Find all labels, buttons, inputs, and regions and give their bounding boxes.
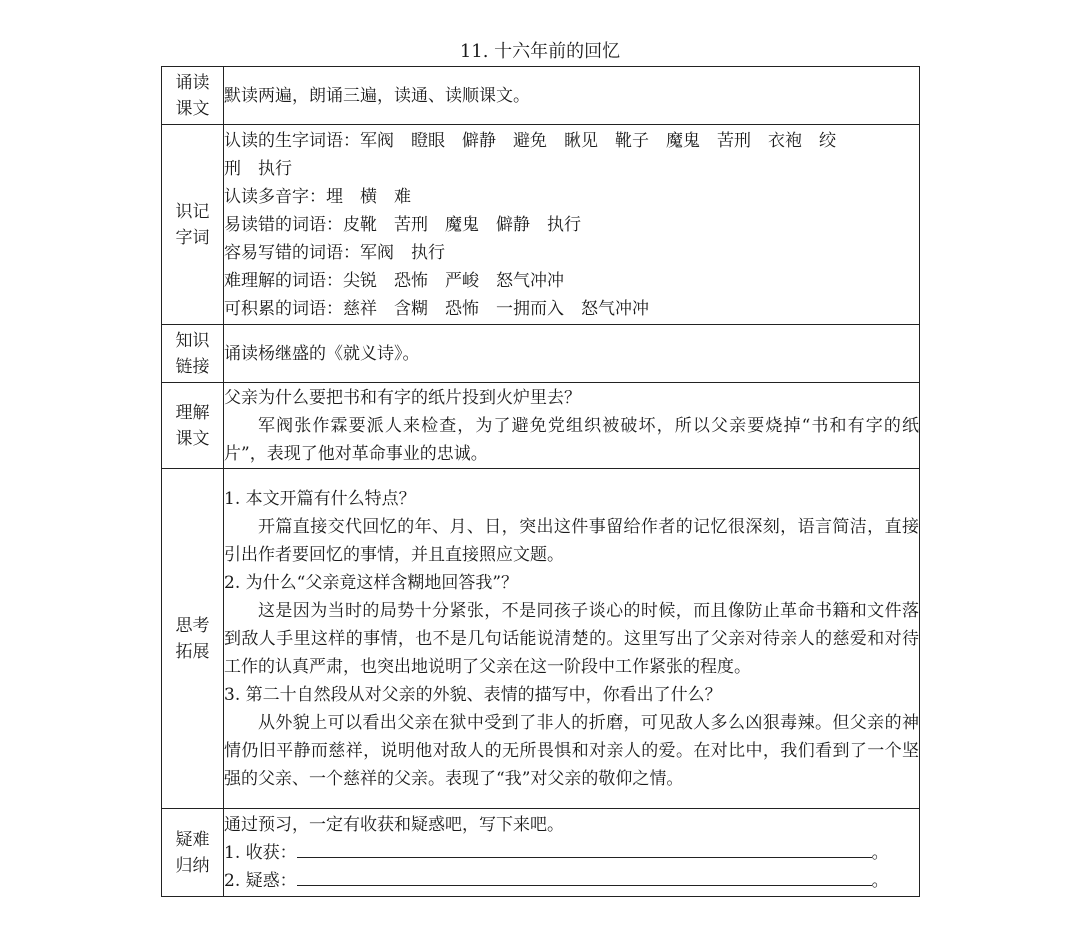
row-label bbox=[162, 325, 224, 383]
row-content bbox=[224, 125, 920, 325]
gains-label: 1. 收获： bbox=[224, 842, 297, 863]
label-line: 疑难 bbox=[175, 829, 210, 850]
content-line: 诵读杨继盛的《就义诗》。 bbox=[224, 343, 420, 364]
row-understanding bbox=[162, 383, 920, 469]
label-line: 思考 bbox=[175, 615, 210, 636]
answer-text: 这是因为当时的局势十分紧张，不是同孩子谈心的时候，而且像防止革命书籍和文件落到敌人手里这样的事情，也不是几句话能说清楚的。这里写出了父亲对待亲人的慈爱和对待工作的认真严肃，也突出地说明了父亲在这一阶段中工作紧张的程度。 bbox=[224, 600, 919, 677]
label-line: 诵读 bbox=[175, 72, 210, 93]
preview-worksheet-table bbox=[161, 66, 920, 897]
content-line: 刑 执行 bbox=[224, 158, 292, 179]
label-line: 归纳 bbox=[175, 855, 210, 876]
doubts-label: 2. 疑惑： bbox=[224, 870, 297, 891]
question-text: 1. 本文开篇有什么特点？ bbox=[224, 488, 416, 509]
row-label bbox=[162, 469, 224, 809]
row-label bbox=[162, 125, 224, 325]
row-label bbox=[162, 67, 224, 125]
row-content bbox=[224, 383, 920, 469]
row-knowledge-link bbox=[162, 325, 920, 383]
label-line: 知识 bbox=[175, 330, 210, 351]
content-line: 可积累的词语：慈祥 含糊 恐怖 一拥而入 怒气冲冲 bbox=[224, 298, 649, 319]
question-text: 3. 第二十自然段从对父亲的外貌、表情的描写中，你看出了什么？ bbox=[224, 684, 722, 705]
row-thinking-extension bbox=[162, 469, 920, 809]
row-content bbox=[224, 809, 920, 897]
row-vocabulary bbox=[162, 125, 920, 325]
answer-text: 开篇直接交代回忆的年、月、日，突出这件事留给作者的记忆很深刻，语言简洁，直接引出作者要回忆的事情，并且直接照应文题。 bbox=[224, 516, 919, 565]
content-line: 容易写错的词语：军阀 执行 bbox=[224, 242, 445, 263]
doubts-fill-line bbox=[224, 867, 919, 895]
row-label bbox=[162, 383, 224, 469]
question-text: 父亲为什么要把书和有字的纸片投到火炉里去？ bbox=[224, 387, 581, 408]
content-line: 易读错的词语：皮靴 苦刑 魔鬼 僻静 执行 bbox=[224, 214, 581, 235]
answer-text: 从外貌上可以看出父亲在狱中受到了非人的折磨，可见敌人多么凶狠毒辣。但父亲的神情仍旧平静而慈祥，说明他对敌人的无所畏惧和对亲人的爱。在对比中，我们看到了一个坚强的父亲、一个慈祥的父亲。表现了“我”对父亲的敬仰之情。 bbox=[224, 712, 919, 789]
row-content bbox=[224, 325, 920, 383]
content-line: 默读两遍，朗诵三遍，读通、读顺课文。 bbox=[224, 85, 530, 106]
label-line: 课文 bbox=[175, 98, 210, 119]
content-line: 难理解的词语：尖锐 恐怖 严峻 怒气冲冲 bbox=[224, 270, 564, 291]
row-questions-summary bbox=[162, 809, 920, 897]
end-mark: 。 bbox=[871, 870, 889, 891]
end-mark: 。 bbox=[871, 842, 889, 863]
question-text: 2. 为什么“父亲竟这样含糊地回答我”？ bbox=[224, 572, 519, 593]
row-recite bbox=[162, 67, 920, 125]
doubts-blank[interactable] bbox=[297, 867, 872, 886]
instruction-text: 通过预习，一定有收获和疑惑吧，写下来吧。 bbox=[224, 814, 564, 835]
label-line: 课文 bbox=[175, 428, 210, 449]
gains-blank[interactable] bbox=[297, 839, 872, 858]
label-line: 拓展 bbox=[175, 641, 210, 662]
answer-text: 军阀张作霖要派人来检查，为了避免党组织被破坏，所以父亲要烧掉“书和有字的纸片”，表现了他对革命事业的忠诚。 bbox=[224, 415, 919, 464]
row-label bbox=[162, 809, 224, 897]
label-line: 理解 bbox=[175, 402, 210, 423]
content-line: 认读的生字词语：军阀 瞪眼 僻静 避免 瞅见 靴子 魔鬼 苦刑 衣袍 绞 bbox=[224, 130, 836, 151]
gains-fill-line bbox=[224, 839, 919, 867]
label-line: 链接 bbox=[175, 356, 210, 377]
label-line: 字词 bbox=[175, 227, 210, 248]
row-content bbox=[224, 469, 920, 809]
worksheet-title: 11. 十六年前的回忆 bbox=[459, 41, 621, 62]
content-line: 认读多音字：埋 横 难 bbox=[224, 186, 411, 207]
label-line: 识记 bbox=[175, 201, 210, 222]
row-content bbox=[224, 67, 920, 125]
